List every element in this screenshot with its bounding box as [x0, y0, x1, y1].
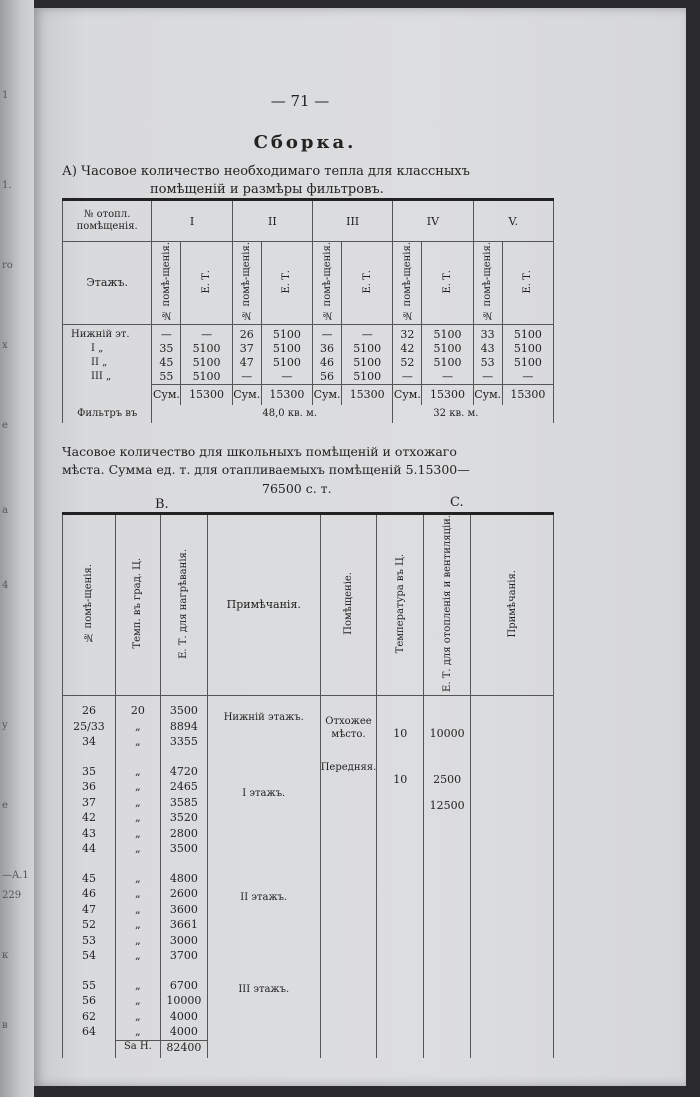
sub-header-et: Е. Т. [361, 269, 373, 294]
margin-fragment: 1 [2, 90, 9, 101]
c-room: Отхожее мѣсто. [325, 716, 372, 741]
section-c-label: C. [450, 495, 464, 510]
room-cell: 52 [81, 918, 96, 932]
room-cell: 35 [159, 342, 174, 356]
sum-label: Сум. [473, 385, 502, 405]
margin-fragment: y [2, 720, 8, 731]
room-cell: 35 [81, 764, 96, 778]
et-cell: — [522, 370, 534, 384]
room-cell: 26 [81, 704, 96, 718]
temp-cell: „ [135, 795, 141, 809]
room-column [63, 703, 116, 1040]
et-cell: 5100 [192, 370, 221, 384]
heat-table-classrooms [62, 198, 554, 423]
note-ground-floor: Нижній этажъ. [223, 712, 304, 724]
sub-header-et: Е. Т. [442, 269, 453, 294]
floor-header: Этажъ. [63, 242, 152, 325]
margin-fragment: a [2, 505, 8, 516]
margin-fragment: e [2, 420, 8, 431]
caption-a-line1: А) Часовое количество необходимаго тепла для классныхъ [62, 164, 470, 179]
total-label: Sa Н. [115, 1040, 160, 1058]
room-cell: 45 [159, 356, 174, 370]
et-cell: 2465 [169, 780, 198, 794]
margin-fragment: 4 [2, 580, 9, 591]
sub-header-room: № помѣ-щенія. [401, 242, 413, 321]
floor-label: II „ [91, 357, 108, 369]
group-header: I [152, 200, 232, 242]
et-cell: 5100 [192, 356, 221, 370]
floor-label: Нижній эт. [71, 329, 130, 341]
room-cell: 55 [81, 978, 96, 992]
et-cell: — [442, 370, 453, 384]
page-number: — 71 — [270, 92, 330, 110]
room-cell: — [401, 370, 413, 384]
heat-table-school [62, 512, 554, 1058]
room-cell: 44 [81, 842, 96, 856]
room-cell: — [160, 328, 172, 342]
sub-header-room: № помѣ-щенія. [321, 242, 333, 321]
temp-cell: „ [135, 994, 141, 1008]
c-et: 10000 [429, 727, 465, 741]
room-cell: 54 [81, 949, 96, 963]
c-temp: 10 [393, 727, 408, 741]
et-cell: 3661 [169, 918, 198, 932]
group-header: IV [393, 200, 473, 242]
et-cell: 5100 [513, 356, 542, 370]
et-cell: 2600 [169, 887, 198, 901]
header-notes-b: Примѣчанія. [207, 514, 320, 696]
et-cell: 5100 [433, 328, 462, 342]
room-cell: 26 [239, 328, 254, 342]
et-cell: — [201, 328, 213, 342]
room-cell: 52 [400, 356, 415, 370]
note-first-floor: I этажъ. [242, 788, 286, 800]
room-cell: 42 [81, 811, 96, 825]
room-cell: — [321, 328, 333, 342]
total-value: 82400 [160, 1040, 207, 1058]
page-title: Сборка. [253, 132, 357, 153]
et-cell: 5100 [272, 356, 301, 370]
caption-b-line2: мѣста. Сумма ед. т. для отапливаемыхъ помѣщеній 5.15300— [62, 462, 470, 477]
c-et-column [424, 703, 471, 1040]
et-cell: 5100 [433, 342, 462, 356]
note-third-floor: III этажъ. [238, 984, 290, 996]
temp-cell [116, 750, 160, 764]
note-second-floor: II этажъ. [240, 892, 288, 904]
temp-cell: „ [135, 811, 141, 825]
margin-fragment: в [2, 1020, 8, 1031]
et-cell: 5100 [353, 370, 382, 384]
et-cell: 3355 [169, 735, 198, 749]
room-cell: 32 [400, 328, 415, 342]
temp-cell: „ [135, 826, 141, 840]
sub-header-et: Е. Т. [281, 269, 293, 294]
et-cell: 3520 [169, 811, 198, 825]
temp-cell: 20 [130, 704, 145, 718]
c-temp: 10 [393, 773, 408, 787]
temp-cell: „ [135, 1009, 141, 1023]
temp-cell: „ [135, 1025, 141, 1039]
caption-a-line2: помѣщеній и размѣры фильтровъ. [150, 182, 384, 197]
et-cell: 3500 [169, 842, 198, 856]
floor-label: III „ [91, 371, 112, 383]
room-cell: 62 [81, 1009, 96, 1023]
margin-fragment: —A.1 [2, 870, 29, 881]
et-cell: 5100 [192, 342, 221, 356]
temp-cell [116, 964, 160, 978]
et-cell: 4720 [169, 764, 198, 778]
et-cell: 3500 [169, 704, 198, 718]
et-cell: 3585 [169, 795, 198, 809]
temp-column [115, 703, 160, 1040]
room-cell: 36 [320, 342, 335, 356]
sub-header-et: Е. Т. [522, 269, 534, 294]
room-cell [63, 750, 115, 764]
temp-cell: „ [135, 842, 141, 856]
temp-cell: „ [135, 871, 141, 885]
temp-cell: „ [135, 902, 141, 916]
sum-value: 15300 [181, 385, 232, 405]
caption-b-line1: Часовое количество для школьныхъ помѣщеній и отхожаго [62, 444, 457, 459]
sub-header-et: Е. Т. [201, 269, 213, 294]
room-cell: 45 [81, 871, 96, 885]
temp-cell: „ [135, 978, 141, 992]
room-cell [63, 857, 115, 871]
margin-fragment: 229 [2, 890, 22, 901]
header-notes-c: Примѣчанія. [506, 569, 518, 638]
header-premises: Помѣщеніе. [342, 572, 354, 635]
header-temp: Темп. въ град. Ц. [132, 558, 144, 649]
room-cell: 37 [239, 342, 254, 356]
header-et-vent: Е. Т. для отопленія и вентиляціи. [441, 515, 453, 692]
room-cell: 25/33 [73, 719, 105, 733]
temp-cell: „ [135, 918, 141, 932]
sum-value: 15300 [502, 385, 553, 405]
et-cell: 3600 [169, 902, 198, 916]
room-cell: 47 [239, 356, 254, 370]
room-cell: 55 [159, 370, 174, 384]
et-cell: — [361, 328, 373, 342]
et-cell: 5100 [513, 342, 542, 356]
room-cell: 36 [81, 780, 96, 794]
et-cell: 5100 [513, 328, 542, 342]
et-cell: 3700 [169, 949, 198, 963]
margin-fragment: x [2, 340, 8, 351]
c-temp-column [377, 703, 424, 1040]
room-cell: 43 [480, 342, 495, 356]
temp-cell: „ [135, 780, 141, 794]
room-cell: 43 [81, 826, 96, 840]
floor-label: I „ [91, 343, 104, 355]
et-cell: 6700 [169, 978, 198, 992]
c-room: Передняя. [320, 762, 377, 774]
header-et-heating: Е. Т. для нагрѣванія. [178, 548, 190, 659]
room-cell: 56 [320, 370, 335, 384]
et-cell: 5100 [272, 342, 301, 356]
margin-fragment: к [2, 950, 9, 961]
et-cell: 4000 [169, 1009, 198, 1023]
et-cell [161, 964, 207, 978]
et-cell: 2800 [169, 826, 198, 840]
caption-b-line3: 76500 с. т. [262, 481, 332, 496]
group-header: V. [473, 200, 553, 242]
et-cell: 10000 [166, 994, 202, 1008]
margin-fragment: е [2, 800, 8, 811]
room-cell: — [241, 370, 253, 384]
et-column [160, 703, 207, 1040]
room-cell: 53 [480, 356, 495, 370]
margin-fragment: ro [2, 260, 13, 271]
room-cell [63, 964, 115, 978]
et-cell: 5100 [353, 342, 382, 356]
room-cell: 47 [81, 902, 96, 916]
et-cell: 5100 [272, 328, 301, 342]
room-cell: 46 [81, 887, 96, 901]
et-cell: 8894 [169, 719, 198, 733]
room-cell: 33 [480, 328, 495, 342]
room-cell: 37 [81, 795, 96, 809]
filter-area-1: 48,0 кв. м. [152, 405, 393, 423]
c-premises-column [320, 703, 377, 1040]
sum-value: 15300 [261, 385, 312, 405]
et-cell: 5100 [353, 356, 382, 370]
sum-label: Сум. [393, 385, 422, 405]
sub-header-room: № помѣ-щенія. [482, 242, 494, 321]
temp-cell: „ [135, 949, 141, 963]
temp-cell: „ [135, 933, 141, 947]
et-cell: — [281, 370, 293, 384]
temp-cell: „ [135, 735, 141, 749]
margin-fragment: 1. [2, 180, 12, 191]
room-col-header: № отопл. помѣщенія. [63, 200, 152, 242]
c-notes-column [471, 703, 554, 1040]
sum-label: Сум. [232, 385, 261, 405]
sum-label: Сум. [152, 385, 181, 405]
et-cell: 3000 [169, 933, 198, 947]
room-cell: 64 [81, 1025, 96, 1039]
et-cell [161, 750, 207, 764]
sub-header-room: № помѣ-щенія. [241, 242, 253, 321]
temp-cell: „ [135, 764, 141, 778]
et-cell: 4000 [169, 1025, 198, 1039]
group-header: II [232, 200, 312, 242]
room-cell: 53 [81, 933, 96, 947]
notes-column [207, 703, 320, 1040]
et-cell: 4800 [169, 871, 198, 885]
sub-header-room: № помѣ-щенія. [160, 242, 172, 321]
sum-label: Сум. [312, 385, 341, 405]
c-et: 2500 [433, 773, 462, 787]
section-b-label: B. [155, 497, 169, 512]
sum-value: 15300 [422, 385, 473, 405]
c-et-total: 12500 [429, 799, 465, 813]
temp-cell: „ [135, 887, 141, 901]
filter-area-2: 32 кв. м. [393, 405, 554, 423]
room-cell: 46 [320, 356, 335, 370]
sum-value: 15300 [342, 385, 393, 405]
room-cell: 42 [400, 342, 415, 356]
header-room-no: № помѣ-щенія. [83, 564, 95, 643]
room-cell: 56 [81, 994, 96, 1008]
header-temp-c: Температура въ Ц. [394, 553, 406, 654]
room-cell: — [482, 370, 494, 384]
filter-label: Фильтръ въ [63, 405, 152, 423]
et-cell: 5100 [433, 356, 462, 370]
et-cell [161, 857, 207, 871]
room-cell: 34 [81, 735, 96, 749]
temp-cell: „ [135, 719, 141, 733]
temp-cell [116, 857, 160, 871]
group-header: III [312, 200, 392, 242]
